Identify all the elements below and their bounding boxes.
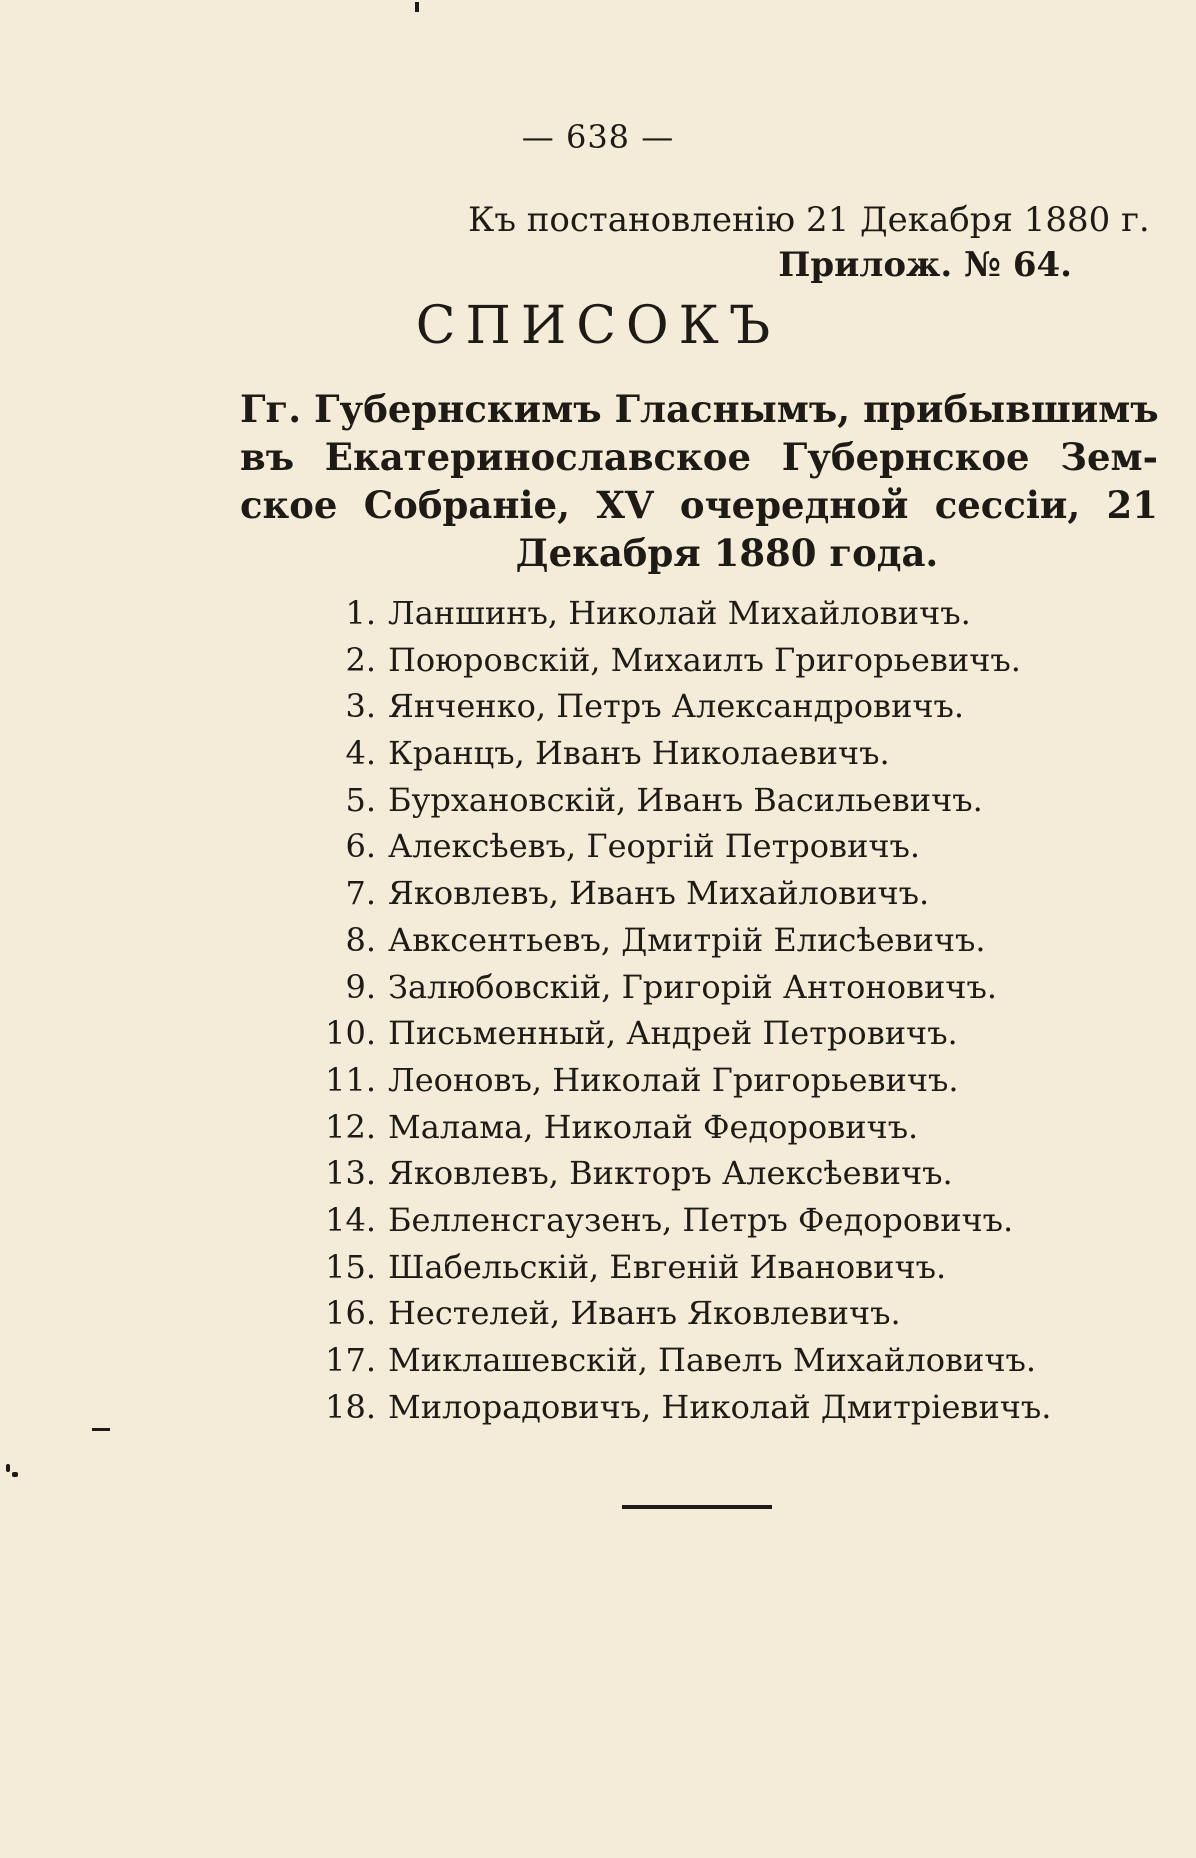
member-name: Милорадовичъ, Николай Дмитріевичъ. [388, 1387, 1052, 1426]
item-number: 14. [325, 1200, 376, 1239]
list-item [300, 590, 1051, 637]
member-name: Бурхановскій, Иванъ Васильевичъ. [388, 780, 983, 819]
item-number: 7. [345, 874, 376, 913]
item-number: 6. [345, 827, 376, 866]
heading-line: Гг. Губернскимъ Гласнымъ, прибывшимъ [240, 387, 1159, 431]
list-item [300, 917, 1051, 964]
item-number: 3. [345, 687, 376, 726]
item-number: 2. [345, 640, 376, 679]
member-name: Миклашевскій, Павелъ Михайловичъ. [388, 1341, 1036, 1379]
list-item [300, 1057, 1051, 1104]
member-name: Алексѣевъ, Георгій Петровичъ. [388, 827, 921, 866]
list-item [300, 777, 1051, 824]
list-item [300, 1384, 1051, 1431]
item-number: 16. [325, 1294, 376, 1333]
member-name: Янченко, Петръ Александровичъ. [388, 687, 965, 726]
member-name: Шабельскій, Евгеній Ивановичъ. [388, 1247, 947, 1286]
list-item [300, 683, 1051, 730]
member-name: Авксентьевъ, Дмитрій Елисѣевичъ. [388, 920, 986, 959]
member-name: Белленсгаузенъ, Петръ Федоровичъ. [388, 1200, 1014, 1239]
list-item [300, 823, 1051, 870]
item-number: 12. [325, 1107, 376, 1146]
item-number: 17. [325, 1341, 376, 1379]
item-number: 18. [325, 1387, 376, 1426]
document-title: СПИСОКЪ [415, 296, 781, 356]
member-name: Яковлевъ, Викторъ Алексѣевичъ. [388, 1154, 953, 1193]
member-list [300, 590, 1051, 1430]
margin-mark [6, 1464, 10, 1472]
appendix-number: Прилож. № 64. [778, 245, 1072, 285]
list-item [300, 1197, 1051, 1244]
list-item [300, 964, 1051, 1011]
item-number: 4. [345, 734, 376, 773]
list-item [300, 870, 1051, 917]
item-number: 1. [345, 594, 376, 632]
member-name: Нестелей, Иванъ Яковлевичъ. [388, 1294, 901, 1333]
member-name: Кранцъ, Иванъ Николаевичъ. [388, 734, 890, 773]
item-number: 15. [325, 1247, 376, 1286]
margin-mark [92, 1428, 110, 1431]
list-item [300, 1244, 1051, 1291]
heading-line: ское Собраніе, XV очередной сессіи, 21 [240, 483, 1158, 527]
heading-line: Декабря 1880 года. [515, 531, 939, 575]
list-item [300, 1337, 1051, 1384]
list-item [300, 637, 1051, 684]
member-name: Малама, Николай Федоровичъ. [388, 1107, 919, 1146]
member-name: Ланшинъ, Николай Михайловичъ. [388, 594, 971, 632]
closing-rule [622, 1505, 772, 1509]
page-number: — 638 — [521, 118, 675, 156]
item-number: 8. [345, 920, 376, 959]
member-name: Леоновъ, Николай Григорьевичъ. [388, 1060, 959, 1099]
item-number: 9. [345, 967, 376, 1006]
member-name: Поюровскій, Михаилъ Григорьевичъ. [388, 640, 1021, 679]
member-name: Залюбовскій, Григорій Антоновичъ. [388, 967, 997, 1006]
margin-mark [12, 1472, 18, 1477]
item-number: 10. [325, 1014, 376, 1053]
member-name: Яковлевъ, Иванъ Михайловичъ. [388, 874, 930, 913]
list-heading [240, 385, 1158, 577]
item-number: 13. [325, 1154, 376, 1193]
item-number: 11. [325, 1060, 376, 1099]
list-item [300, 1010, 1051, 1057]
list-item [300, 1290, 1051, 1337]
list-item [300, 1150, 1051, 1197]
member-name: Письменный, Андрей Петровичъ. [388, 1014, 958, 1053]
margin-mark [415, 2, 419, 12]
heading-line: въ Екатеринославское Губернское Зем- [240, 435, 1158, 479]
list-item [300, 730, 1051, 777]
list-item [300, 1104, 1051, 1151]
item-number: 5. [345, 780, 376, 819]
resolution-reference: Къ постановленію 21 Декабря 1880 г. [468, 200, 1150, 240]
